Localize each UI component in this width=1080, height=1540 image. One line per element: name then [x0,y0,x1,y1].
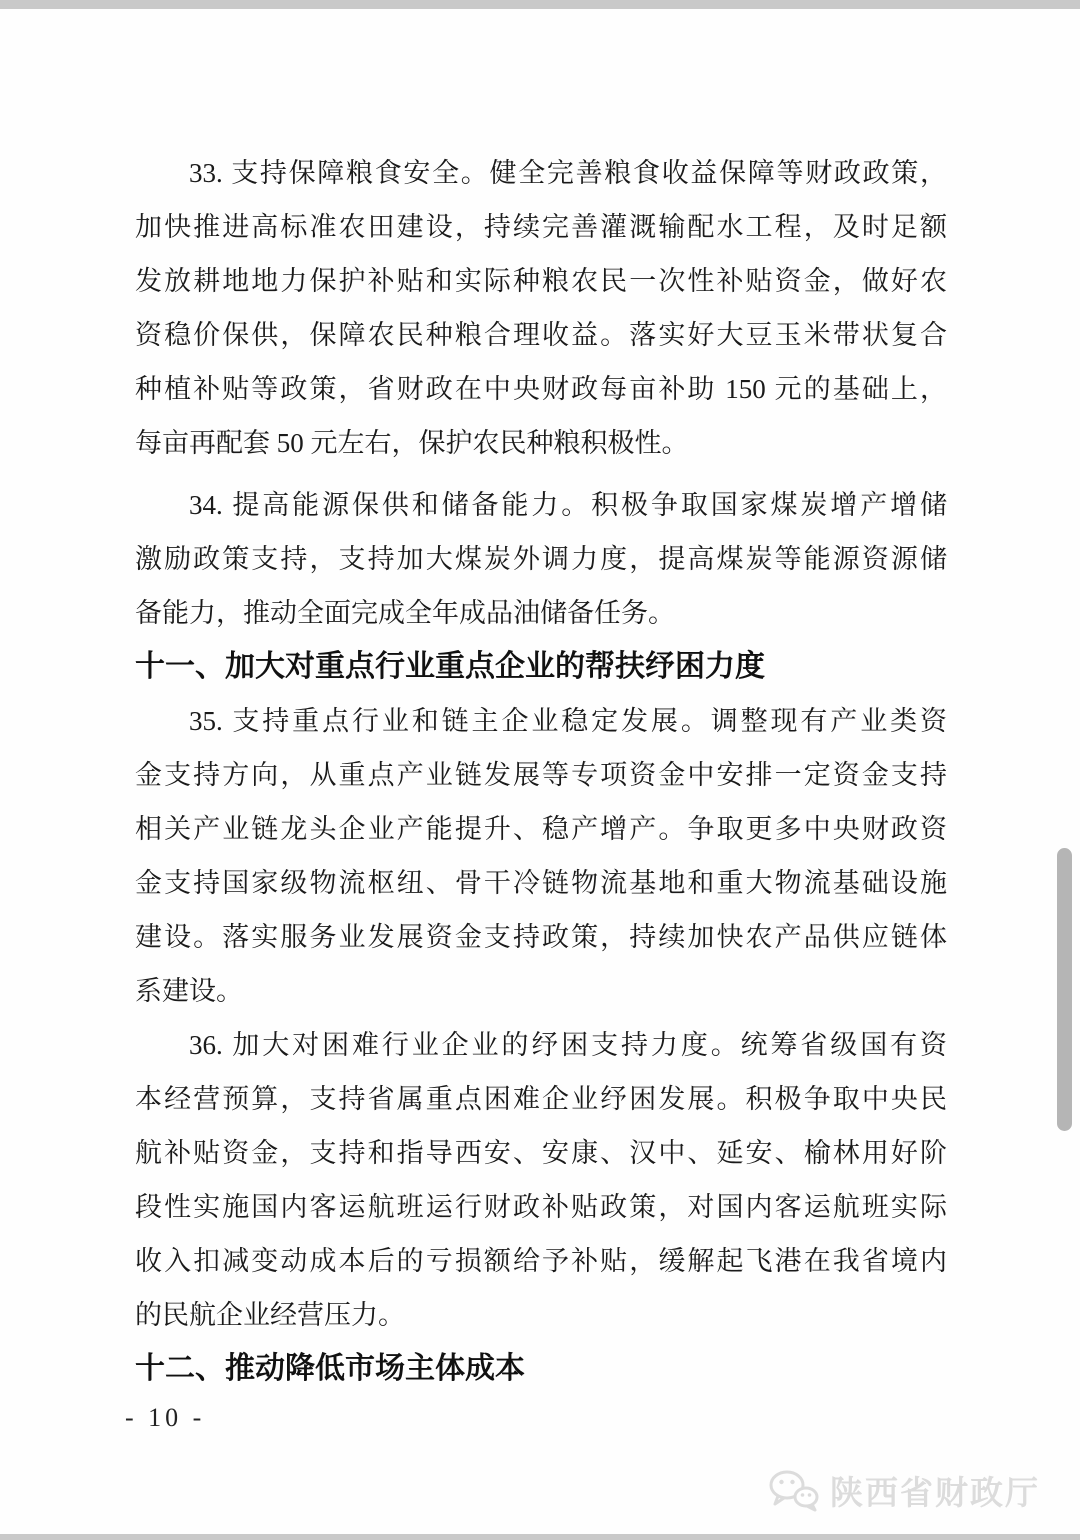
text-line: 36. 加大对困难行业企业的纾困支持力度。统筹省级国有资 [189,1030,947,1060]
text-line: 本经营预算，支持省属重点困难企业纾困发展。积极争取中央民 [135,1084,947,1114]
document-content [125,146,947,1438]
watermark [768,1467,1040,1514]
section-heading-text: 十一、加大对重点行业重点企业的帮扶纾困力度 [135,650,765,683]
text-line: 的民航企业经营压力。 [135,1300,405,1330]
bottom-divider-bar [0,1534,1080,1540]
page-number: - 10 - [125,1403,206,1432]
text-line: 35. 支持重点行业和链主企业稳定发展。调整现有产业类资 [189,706,947,736]
text-line: 加快推进高标准农田建设，持续完善灌溉输配水工程，及时足额 [135,212,947,242]
paragraph [135,1018,947,1342]
document-page [0,9,1080,1534]
text-line: 金支持方向，从重点产业链发展等专项资金中安排一定资金支持 [135,760,947,790]
wechat-logo-icon [768,1469,820,1513]
text-line: 航补贴资金，支持和指导西安、安康、汉中、延安、榆林用好阶 [135,1138,947,1168]
scrollbar-thumb[interactable] [1057,848,1072,1131]
text-line: 收入扣减变动成本后的亏损额给予补贴，缓解起飞港在我省境内 [135,1246,947,1276]
text-line: 金支持国家级物流枢纽、骨干冷链物流基地和重大物流基础设施 [135,868,947,898]
text-line: 段性实施国内客运航班运行财政补贴政策，对国内客运航班实际 [135,1192,947,1222]
text-line: 33. 支持保障粮食安全。健全完善粮食收益保障等财政政策， [189,158,947,188]
paragraph [135,694,947,1018]
text-line: 激励政策支持，支持加大煤炭外调力度，提高煤炭等能源资源储 [135,544,947,574]
section-heading [135,640,947,694]
paragraph [135,478,947,640]
section-heading-text: 十二、推动降低市场主体成本 [135,1352,525,1385]
text-line: 每亩再配套 50 元左右，保护农民种粮积极性。 [135,428,689,458]
text-line: 种植补贴等政策，省财政在中央财政每亩补助 150 元的基础上， [135,374,947,404]
section-heading [135,1342,947,1396]
text-line: 相关产业链龙头企业产能提升、稳产增产。争取更多中央财政资 [135,814,947,844]
text-line: 备能力，推动全面完成全年成品油储备任务。 [135,598,675,628]
text-line: 34. 提高能源保供和储备能力。积极争取国家煤炭增产增储 [189,490,947,520]
text-line: 发放耕地地力保护补贴和实际种粮农民一次性补贴资金，做好农 [135,266,947,296]
text-line: 系建设。 [135,976,243,1006]
text-line: 资稳价保供，保障农民种粮合理收益。落实好大豆玉米带状复合 [135,320,947,350]
text-line: 建设。落实服务业发展资金支持政策，持续加快农产品供应链体 [135,922,947,952]
watermark-source-label: 陕西省财政厅 [830,1474,1040,1511]
top-divider-bar [0,0,1080,9]
paragraph [135,146,947,470]
